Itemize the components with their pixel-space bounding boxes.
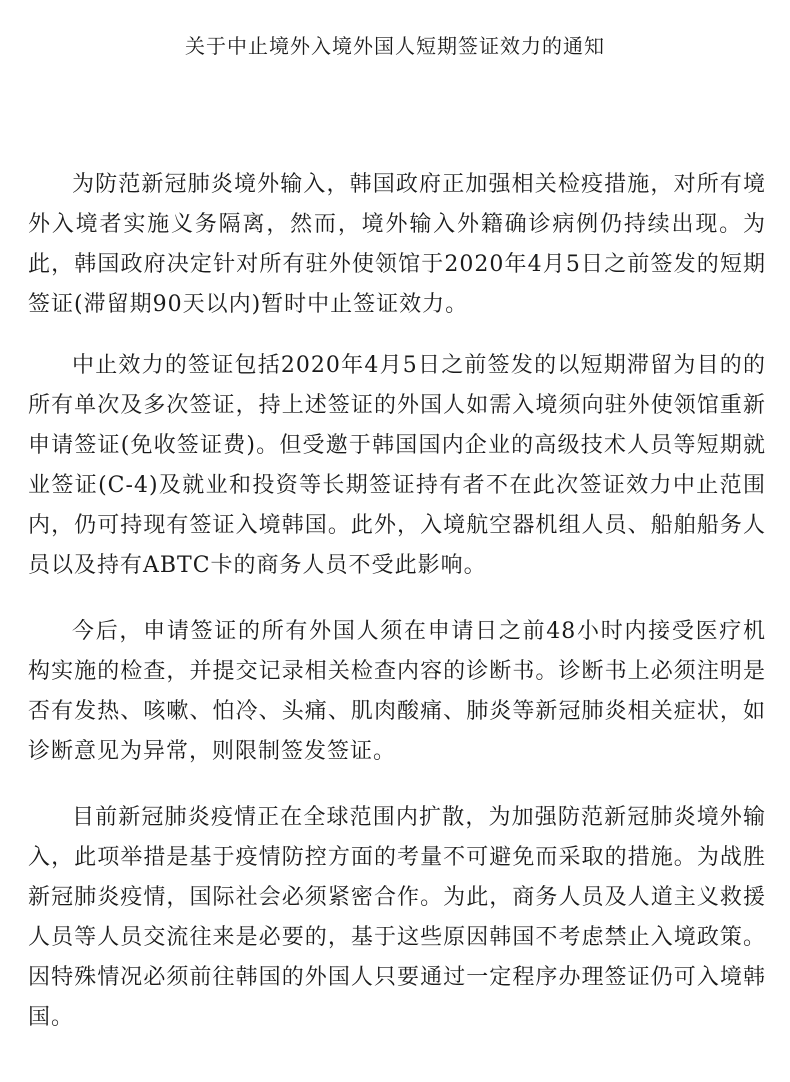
paragraph-medical-check: 今后，申请签证的所有外国人须在申请日之前48小时内接受医疗机构实施的检查，并提交记录相关检查内容的诊断书。诊断书上必须注明是否有发热、咳嗽、怕冷、头痛、肌肉酸痛、肺炎等新冠肺炎相关症状，如诊断意见为异常，则限制签发签证。 (28, 619, 766, 764)
paragraph-scope: 中止效力的签证包括2020年4月5日之前签发的以短期滞留为目的的所有单次及多次签证，持上述签证的外国人如需入境须向驻外使领馆重新申请签证(免收签证费)。但受邀于韩国国内企业的高级技术人员等短期就业签证(C-4)及就业和投资等长期签证持有者不在此次签证效力中止范围内，仍可持现有签证入境韩国。此外，入境航空器机组人员、船舶船务人员以及持有ABTC卡的商务人员不受此影响。 (28, 353, 766, 578)
paragraph-rationale: 目前新冠肺炎疫情正在全球范围内扩散，为加强防范新冠肺炎境外输入，此项举措是基于疫情防控方面的考量不可避免而采取的措施。为战胜新冠肺炎疫情，国际社会必须紧密合作。为此，商务人员及人道主义救援人员等人员交流往来是必要的，基于这些原因韩国不考虑禁止入境政策。因特殊情况必须前往韩国的外国人只要通过一定程序办理签证仍可入境韩国。 (28, 805, 766, 1030)
document-title: 关于中止境外入境外国人短期签证效力的通知 (185, 34, 605, 58)
paragraph-suspension-reason: 为防范新冠肺炎境外输入，韩国政府正加强相关检疫措施，对所有境外入境者实施义务隔离，然而，境外输入外籍确诊病例仍持续出现。为此，韩国政府决定针对所有驻外使领馆于2020年4月5日之前签发的短期签证(滞留期90天以内)暂时中止签证效力。 (28, 172, 766, 317)
